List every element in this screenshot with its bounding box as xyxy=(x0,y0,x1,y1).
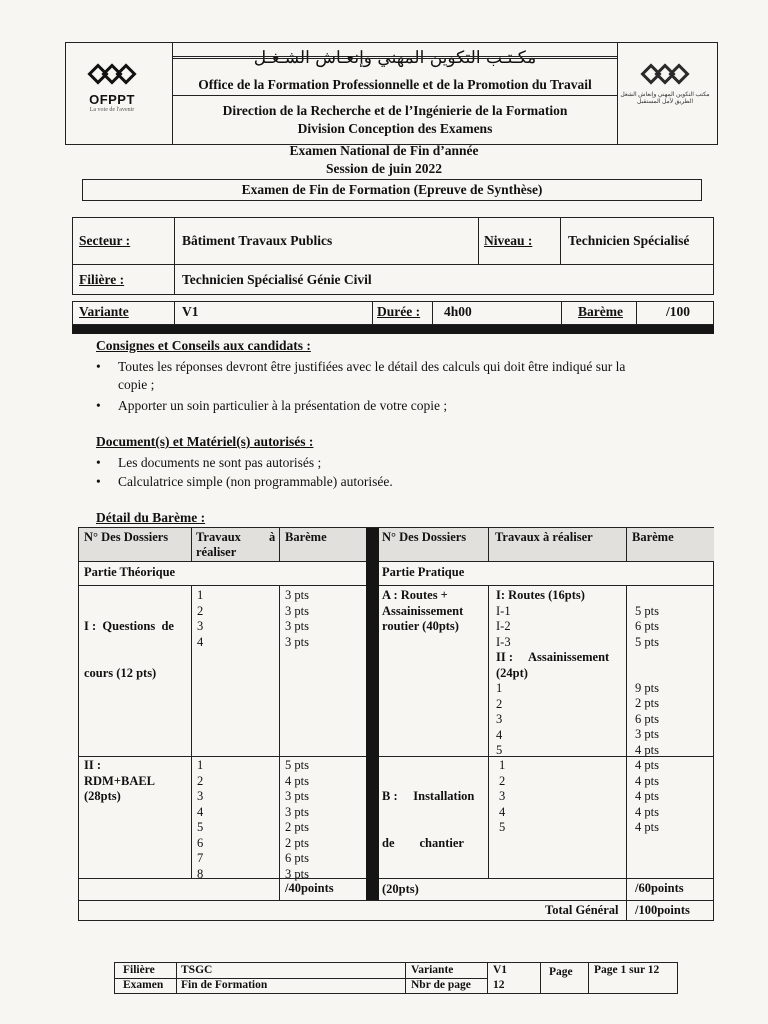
bullet-icon: • xyxy=(96,359,101,374)
header-divider xyxy=(172,95,618,96)
filiere-label: Filière : xyxy=(79,272,125,287)
travail-item: 1 xyxy=(197,588,204,602)
col-header-bareme: Barème xyxy=(285,530,327,544)
travail-item: II : Assainissement xyxy=(496,650,610,664)
bareme-title: Détail du Barème : xyxy=(96,510,206,525)
footer-nbr-label: Nbr de page xyxy=(411,979,471,991)
points-item: 3 pts xyxy=(285,588,309,602)
rule xyxy=(191,528,192,561)
ofppt-logo-icon xyxy=(639,62,691,88)
travail-item: 2 xyxy=(197,773,204,788)
footer-table xyxy=(114,962,678,994)
ofppt-logo-right xyxy=(620,62,710,122)
dossier-line: routier (40pts) xyxy=(382,619,459,633)
partie-pratique: Partie Pratique xyxy=(382,565,465,579)
travail-item: 2 xyxy=(499,773,506,788)
points-list xyxy=(285,758,309,882)
points-item: 4 pts xyxy=(635,742,659,757)
duree-value: 4h00 xyxy=(444,304,472,319)
points-item: 3 pts xyxy=(635,727,659,741)
travail-item: 2 xyxy=(496,696,503,711)
variante-value: V1 xyxy=(182,304,199,319)
col-header-bareme-right: Barème xyxy=(632,530,674,544)
travail-item: 5 xyxy=(496,743,503,757)
subtotal-right: /60points xyxy=(635,881,684,895)
travail-item: I: Routes (16pts) xyxy=(496,588,585,602)
niveau-value: Technicien Spécialisé xyxy=(568,233,690,248)
travail-item: (24pt) xyxy=(496,665,528,680)
travail-item: 7 xyxy=(197,851,204,865)
points-item: 3 pts xyxy=(285,603,309,618)
points-list xyxy=(635,604,659,651)
travail-item: 3 xyxy=(197,789,204,803)
info-table xyxy=(72,217,714,295)
points-item: 3 pts xyxy=(285,634,309,649)
dossier-line: II : xyxy=(84,758,102,772)
points-item: 2 pts xyxy=(285,820,309,834)
travaux-list xyxy=(496,588,624,759)
travail-item: 8 xyxy=(197,866,204,881)
footer-examen-label: Examen xyxy=(123,979,164,991)
points-list xyxy=(635,758,659,836)
document-text: Calculatrice simple (non programmable) autorisée. xyxy=(118,474,393,489)
dossier-line: de chantier xyxy=(382,835,464,850)
logo-right-arabic-2: الطريق لأمل المستقبل xyxy=(636,99,694,105)
points-item: 6 pts xyxy=(635,619,659,633)
col-header-travaux-2: réaliser xyxy=(196,545,237,559)
dossier-II xyxy=(84,758,155,805)
center-divider xyxy=(366,528,379,900)
consigne-text: Toutes les réponses devront être justifiées avec le détail des calculs qui doit être indiqué sur la xyxy=(118,359,626,374)
total-value: /100points xyxy=(635,903,690,917)
variante-label: Variante xyxy=(79,304,129,319)
rule xyxy=(279,585,280,900)
travail-item: 1 xyxy=(496,681,503,695)
points-item: 6 pts xyxy=(285,851,309,865)
rule xyxy=(79,561,366,562)
direction-title: Direction de la Recherche et de l’Ingénierie de la Formation xyxy=(222,103,568,118)
dossier-B xyxy=(382,758,474,929)
points-item: 6 pts xyxy=(635,711,659,726)
points-item: 2 pts xyxy=(635,696,659,710)
dossier-A xyxy=(382,588,463,635)
footer-filiere-value: TSGC xyxy=(181,964,213,976)
rule xyxy=(626,585,627,921)
points-item: 9 pts xyxy=(635,680,659,695)
header-divider xyxy=(172,58,618,59)
bullet-icon: • xyxy=(96,398,101,413)
footer-variante-label: Variante xyxy=(411,964,454,976)
dossier-line: A : Routes + xyxy=(382,588,448,602)
exam-type: Examen de Fin de Formation (Epreuve de Synthèse) xyxy=(82,179,702,201)
dossier-line: RDM+BAEL xyxy=(84,773,156,788)
rule xyxy=(79,585,366,586)
travail-item: 4 xyxy=(499,804,506,819)
travail-item: I-2 xyxy=(496,619,511,633)
bullet-icon: • xyxy=(96,455,101,470)
points-item: 3 pts xyxy=(285,804,309,819)
documents-title: Document(s) et Matériel(s) autorisés : xyxy=(96,434,314,449)
rule xyxy=(176,963,177,993)
travail-item: 4 xyxy=(197,634,204,649)
ofppt-logo-left xyxy=(72,62,152,122)
rule xyxy=(540,963,541,993)
dossier-I xyxy=(84,588,174,712)
exam-national: Examen National de Fin d’année xyxy=(289,143,479,158)
col-header-dossiers-right: N° Des Dossiers xyxy=(382,530,467,544)
footer-examen-value: Fin de Formation xyxy=(181,979,268,991)
bareme-value: /100 xyxy=(666,304,691,319)
rule xyxy=(588,963,589,993)
points-item: 2 pts xyxy=(285,835,309,850)
consignes-title: Consignes et Conseils aux candidats : xyxy=(96,338,311,353)
subtotal-left: /40points xyxy=(285,881,334,895)
header-divider xyxy=(172,56,618,57)
col-header-dossiers: N° Des Dossiers xyxy=(84,530,169,544)
footer-variante-value: V1 xyxy=(493,964,508,976)
duree-label: Durée : xyxy=(377,304,421,319)
col-header-travaux: Travaux à xyxy=(196,530,276,544)
rule xyxy=(488,585,489,878)
points-item: 4 pts xyxy=(635,789,659,803)
rule xyxy=(487,963,488,993)
consigne-text: copie ; xyxy=(118,377,155,392)
rule xyxy=(488,528,489,561)
points-item: 4 pts xyxy=(635,758,659,772)
col-header-travaux-right: Travaux à réaliser xyxy=(495,530,593,544)
travail-item: 3 xyxy=(197,619,204,633)
travail-item: 5 xyxy=(197,820,204,834)
points-item: 3 pts xyxy=(285,789,309,803)
rule xyxy=(379,585,714,586)
separator-bar xyxy=(72,325,714,334)
dossier-line: B : Installation xyxy=(382,789,475,803)
consigne-text: Apporter un soin particulier à la présentation de votre copie ; xyxy=(118,398,448,413)
points-item: 3 pts xyxy=(285,619,309,633)
travail-item: 4 xyxy=(197,804,204,819)
travail-item: 3 xyxy=(499,789,506,803)
niveau-label: Niveau : xyxy=(484,233,533,248)
points-item: 4 pts xyxy=(635,804,659,819)
points-list xyxy=(635,681,659,759)
division-title: Division Conception des Examens xyxy=(297,121,493,136)
dossier-line: (20pts) xyxy=(382,882,419,896)
dossier-line: (28pts) xyxy=(84,789,121,803)
rule xyxy=(279,528,280,561)
travail-item: 5 xyxy=(499,820,506,834)
points-item: 4 pts xyxy=(635,820,659,834)
footer-nbr-value: 12 xyxy=(493,979,505,991)
dossier-line: Assainissement xyxy=(382,603,464,618)
points-item: 4 pts xyxy=(635,773,659,788)
rule xyxy=(379,561,714,562)
travaux-list xyxy=(197,588,203,650)
partie-theorique: Partie Théorique xyxy=(84,565,176,579)
points-item: 3 pts xyxy=(285,866,309,881)
points-list xyxy=(285,588,309,650)
rule xyxy=(191,585,192,878)
dossier-line: I : Questions de xyxy=(84,619,174,633)
total-label: Total Général xyxy=(545,903,619,917)
footer-page-label: Page xyxy=(549,966,573,978)
points-item: 5 pts xyxy=(635,634,659,649)
variante-row xyxy=(72,301,714,325)
logo-right-arabic: مكتب التكوين المهني وإنعاش الشغل xyxy=(620,92,710,98)
office-title: Office de la Formation Professionnelle et de la Promotion du Travail xyxy=(198,77,592,92)
travail-item: I-3 xyxy=(496,634,511,649)
travaux-list xyxy=(499,758,505,836)
travail-item: 6 xyxy=(197,835,204,850)
travail-item: 1 xyxy=(499,758,506,772)
rule xyxy=(79,756,366,757)
exam-session: Session de juin 2022 xyxy=(326,161,442,176)
travail-item: I-1 xyxy=(496,603,511,618)
secteur-label: Secteur : xyxy=(79,233,131,248)
ofppt-logo-icon xyxy=(86,62,138,88)
footer-page-value: Page 1 sur 12 xyxy=(594,964,660,976)
footer-filiere-label: Filière xyxy=(123,964,155,976)
bareme-label: Barème xyxy=(578,304,623,319)
document-text: Les documents ne sont pas autorisés ; xyxy=(118,455,322,470)
logo-left-text: OFPPT xyxy=(89,92,135,107)
arabic-title xyxy=(173,48,617,74)
travail-item: 3 xyxy=(496,712,503,726)
rule xyxy=(626,528,627,561)
rule xyxy=(405,963,406,993)
travail-item: 2 xyxy=(197,603,204,618)
logo-left-sub: La voie de l'avenir xyxy=(89,107,135,113)
travaux-list xyxy=(197,758,203,882)
points-item: 5 pts xyxy=(285,758,309,772)
secteur-value: Bâtiment Travaux Publics xyxy=(182,233,333,248)
filiere-value: Technicien Spécialisé Génie Civil xyxy=(182,272,372,287)
points-item: 4 pts xyxy=(285,773,309,788)
dossier-line: cours (12 pts) xyxy=(84,665,157,680)
bullet-icon: • xyxy=(96,474,101,489)
variante-value-cell xyxy=(174,301,373,325)
travail-item: 1 xyxy=(197,758,204,772)
rule xyxy=(79,878,366,879)
travail-item: 4 xyxy=(496,727,503,742)
points-item: 5 pts xyxy=(635,603,659,618)
bareme-table xyxy=(78,527,714,921)
